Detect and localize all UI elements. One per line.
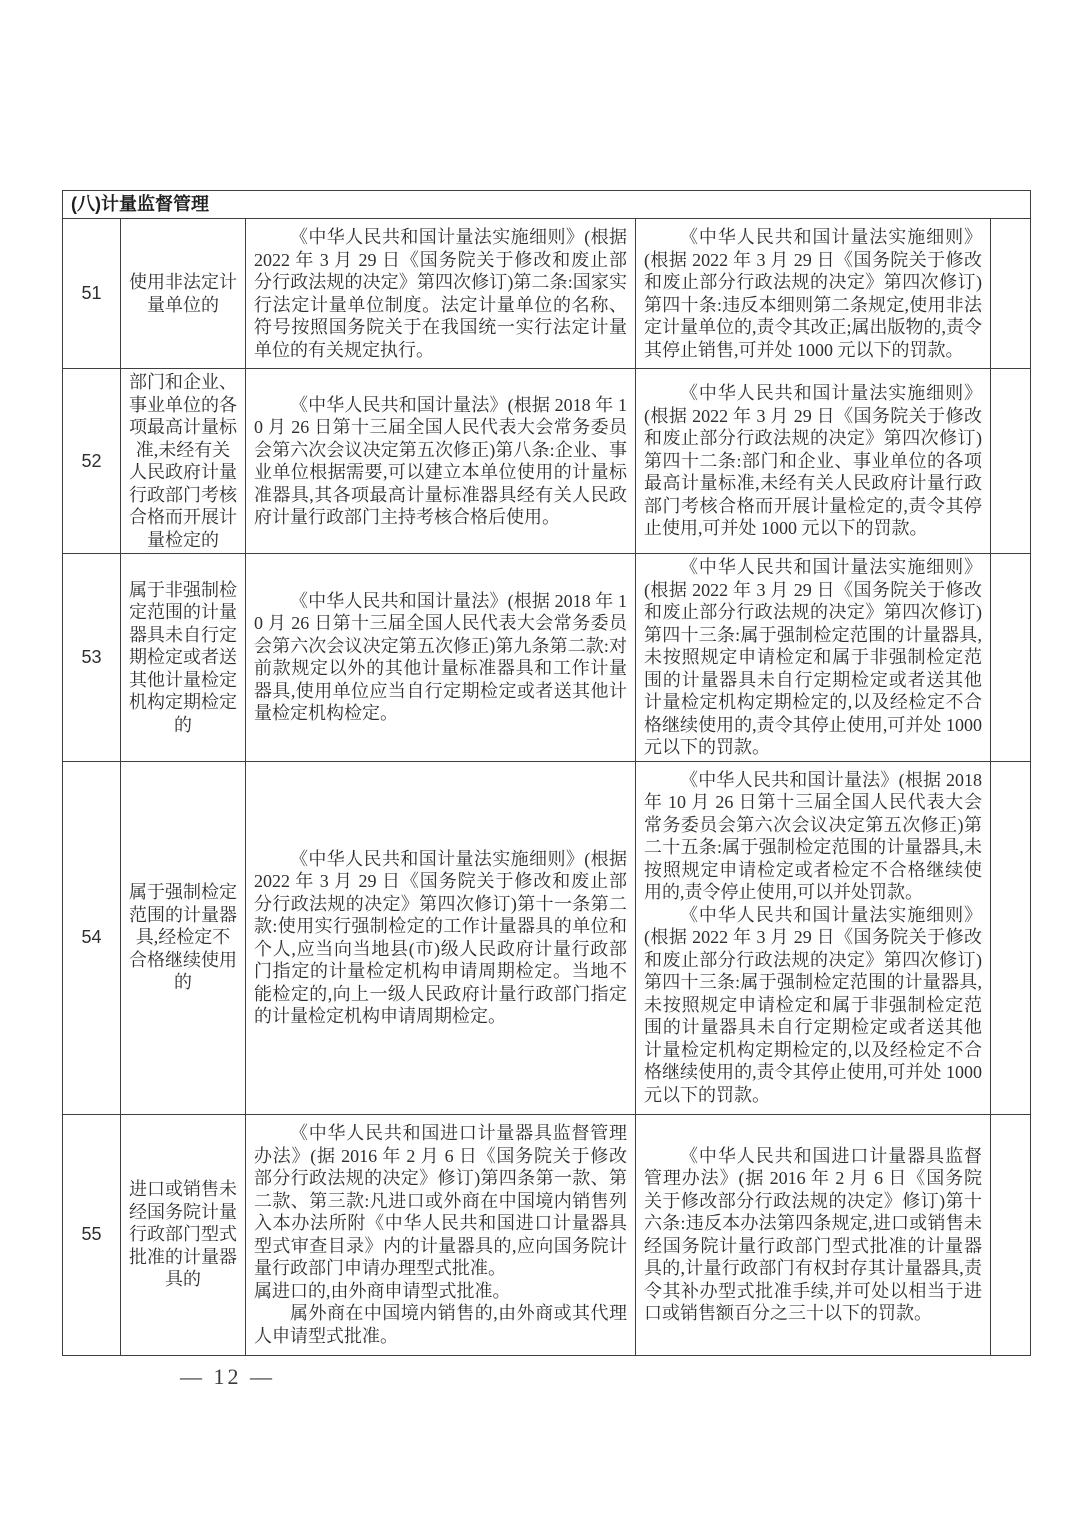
penalty-cell (636, 369, 991, 554)
violation-cell: 属于强制检定范围的计量器具,经检定不合格继续使用的 (121, 761, 246, 1114)
penalty-cell (636, 219, 991, 369)
legal-basis-paragraph: 《中华人民共和国计量法》(根据 2018 年 10 月 26 日第十三届全国人民代表大会常务委员会第六次会议决定第五次修正)第八条:企业、事业单位根据需要,可以建立本单位使用的计量标准器具,其各项最高计量标准器具经有关人民政府计量行政部门主持考核合格后使用。 (254, 394, 627, 527)
table-row (63, 219, 1031, 369)
remark-cell (991, 761, 1031, 1114)
penalty-paragraph: 《中华人民共和国进口计量器具监督管理办法》(据 2016 年 2 月 6 日《国务院关于修改部分行政法规的决定》修订)第十六条:违反本办法第四条规定,进口或销售未经国务院计量行政部门型式批准的计量器具的,计量行政部门有权封存其计量器具,责令其补办型式批准手续,并可处以相当于进口或销售额百分之三十以下的罚款。 (644, 1145, 982, 1323)
table-row (63, 1114, 1031, 1355)
legal-basis-paragraph: 属进口的,由外商申请型式批准。 (254, 1280, 511, 1301)
remark-cell (991, 1114, 1031, 1355)
section-header-row (63, 191, 1031, 219)
row-number: 54 (63, 761, 121, 1114)
penalty-paragraph: 《中华人民共和国计量法实施细则》(根据 2022 年 3 月 29 日《国务院关于修改和废止部分行政法规的决定》第四次修订)第四十三条:属于强制检定范围的计量器具,未按照规定申请检定和属于非强制检定范围的计量器具未自行定期检定或者送其他计量检定机构定期检定的,以及经检定不合格继续使用的,责令其停止使用,可并处 1000 元以下的罚款。 (644, 904, 982, 1105)
legal-basis-paragraph: 《中华人民共和国计量法》(根据 2018 年 10 月 26 日第十三届全国人民代表大会常务委员会第六次会议决定第五次修正)第九条第二款:对前款规定以外的其他计量标准器具和工作计量器具,使用单位应当自行定期检定或者送其他计量检定机构检定。 (254, 590, 627, 724)
section-header: (八)计量监督管理 (63, 191, 1031, 219)
remark-cell (991, 369, 1031, 554)
remark-cell (991, 219, 1031, 369)
penalty-paragraph: 《中华人民共和国计量法》(根据 2018 年 10 月 26 日第十三届全国人民代表大会常务委员会第六次会议决定第五次修正)第二十五条:属于强制检定范围的计量器具,未按照规定申请检定或者检定不合格继续使用的,责令停止使用,可以并处罚款。 (644, 769, 982, 903)
penalty-paragraph: 《中华人民共和国计量法实施细则》(根据 2022 年 3 月 29 日《国务院关于修改和废止部分行政法规的决定》第四次修订)第四十二条:部门和企业、事业单位的各项最高计量标准,未经有关人民政府计量行政部门考核合格而开展计量检定的,责令其停止使用,可并处 1000 元以下的罚款。 (644, 383, 982, 539)
penalty-paragraph: 《中华人民共和国计量法实施细则》(根据 2022 年 3 月 29 日《国务院关于修改和废止部分行政法规的决定》第四次修订)第四十条:违反本细则第二条规定,使用非法定计量单位的,责令其改正;属出版物的,责令其停止销售,可并处 1000 元以下的罚款。 (644, 227, 982, 360)
row-number: 51 (63, 219, 121, 369)
legal-basis-paragraph: 《中华人民共和国进口计量器具监督管理办法》(据 2016 年 2 月 6 日《国务院关于修改部分行政法规的决定》修订)第四条第一款、第二款、第三款:凡进口或外商在中国境内销售列入本办法所附《中华人民共和国进口计量器具型式审查目录》内的计量器具的,应向国务院计量行政部门申请办理型式批准。 (254, 1123, 627, 1278)
remark-cell (991, 554, 1031, 762)
legal-basis-cell (246, 1114, 636, 1355)
legal-basis-cell (246, 369, 636, 554)
regulation-table (62, 190, 1031, 1356)
row-number: 55 (63, 1114, 121, 1355)
legal-basis-cell (246, 554, 636, 762)
penalty-paragraph: 《中华人民共和国计量法实施细则》(根据 2022 年 3 月 29 日《国务院关于修改和废止部分行政法规的决定》第四次修订)第四十三条:属于强制检定范围的计量器具,未按照规定申请检定和属于非强制检定范围的计量器具未自行定期检定或者送其他计量检定机构定期检定的,以及经检定不合格继续使用的,责令其停止使用,可并处 1000 元以下的罚款。 (644, 557, 982, 757)
table-row (63, 761, 1031, 1114)
violation-cell: 使用非法定计量单位的 (121, 219, 246, 369)
violation-cell: 部门和企业、事业单位的各项最高计量标准,未经有关人民政府计量行政部门考核合格而开展计量检定的 (121, 369, 246, 554)
legal-basis-cell (246, 761, 636, 1114)
row-number: 53 (63, 554, 121, 762)
legal-basis-paragraph: 《中华人民共和国计量法实施细则》(根据 2022 年 3 月 29 日《国务院关于修改和废止部分行政法规的决定》第四次修订)第十一条第二款:使用实行强制检定的工作计量器具的单位和个人,应当向当地县(市)级人民政府计量行政部门指定的计量检定机构申请周期检定。当地不能检定的,向上一级人民政府计量行政部门指定的计量检定机构申请周期检定。 (254, 848, 627, 1026)
violation-cell: 属于非强制检定范围的计量器具未自行定期检定或者送其他计量检定机构定期检定的 (121, 554, 246, 762)
penalty-cell (636, 761, 991, 1114)
row-number: 52 (63, 369, 121, 554)
penalty-cell (636, 554, 991, 762)
page-number: — 12 — (180, 1364, 275, 1389)
legal-basis-paragraph: 属外商在中国境内销售的,由外商或其代理人申请型式批准。 (254, 1303, 627, 1346)
table-row (63, 369, 1031, 554)
legal-basis-cell (246, 219, 636, 369)
violation-cell: 进口或销售未经国务院计量行政部门型式批准的计量器具的 (121, 1114, 246, 1355)
table-row (63, 554, 1031, 762)
legal-basis-paragraph: 《中华人民共和国计量法实施细则》(根据 2022 年 3 月 29 日《国务院关于修改和废止部分行政法规的决定》第四次修订)第二条:国家实行法定计量单位制度。法定计量单位的名称、符号按照国务院关于在我国统一实行法定计量单位的有关规定执行。 (254, 227, 627, 360)
penalty-cell (636, 1114, 991, 1355)
